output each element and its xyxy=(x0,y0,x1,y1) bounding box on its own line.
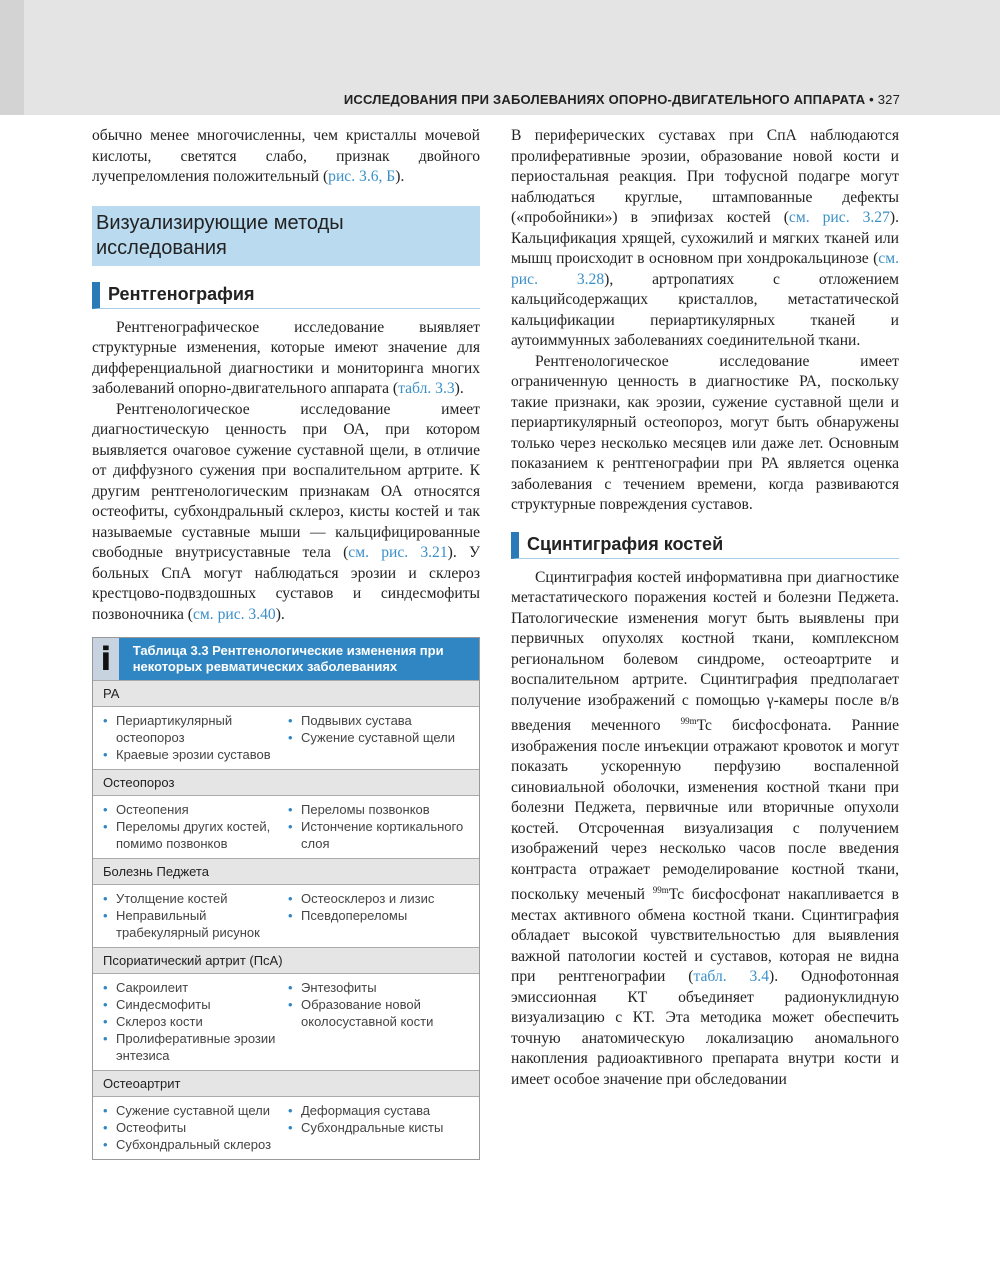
table-ref-link[interactable]: табл. 3.3 xyxy=(398,380,455,397)
table-items-right xyxy=(286,890,471,941)
table-title: Таблица 3.3 Рентгенологические изменения при некоторых ревматических заболеваниях xyxy=(132,643,444,674)
subheading-radiography: Рентгенография xyxy=(92,282,480,309)
figure-ref-link[interactable]: рис. 3.6, Б xyxy=(328,168,396,185)
table-header xyxy=(93,638,479,680)
table-list-item: • Переломы других костей, помимо позвонков xyxy=(101,818,286,852)
table-items-row xyxy=(93,1097,479,1159)
table-category-row: Болезнь Педжета xyxy=(93,858,479,885)
table-items-right xyxy=(286,801,471,852)
table-list-item: • Синдесмофиты xyxy=(101,996,286,1013)
table-category-row: Остеоартрит xyxy=(93,1070,479,1097)
table-list-item: • Краевые эрозии суставов xyxy=(101,746,286,763)
table-items-left xyxy=(101,1102,286,1153)
info-table xyxy=(92,637,480,1160)
table-list-item: • Сужение суставной щели xyxy=(101,1102,286,1119)
table-items-right xyxy=(286,712,471,763)
table-list-item: • Субхондральный склероз xyxy=(101,1136,286,1153)
table-list-item: • Энтезофиты xyxy=(286,979,471,996)
paragraph-peripheral-joints: В периферических суставах при СпА наблюдаются пролиферативные эрозии, образование новой кости и периостальная реакция. При тофусной подагре могут наблюдаться круглые, штампованные дефекты («пробойники») в эпифизах костей (см. рис. 3.27). Кальцификация хрящей, сухожилий и мягких тканей или мышц происходит в основном при хондрокальцинозе (см. рис. 3.28), артропатиях с отложением кальцийсодержащих кристаллов, метастатической кальцификации периартикулярных тканей и аутоиммунных заболеваниях соединительной ткани. xyxy=(511,127,899,349)
table-category-row: Остеопороз xyxy=(93,769,479,796)
table-list-item: • Остеопения xyxy=(101,801,286,818)
table-items-row xyxy=(93,974,479,1070)
header-bullet: • xyxy=(869,92,874,107)
section-title: Визуализирующие методы исследования xyxy=(92,206,480,266)
table-list-item: • Субхондральные кисты xyxy=(286,1119,471,1136)
table-list-item: • Утолщение костей xyxy=(101,890,286,907)
paragraph-ra-value: Рентгенологическое исследование имеет ограниченную ценность в диагностике РА, поскольку такие признаки, как эрозии, сужение суставной щели и периартикулярный остеопороз, могут быть обнаружены только через несколько месяцев или даже лет. Основным показанием к рентгенографии при РА является оценка заболевания с течением времени, когда развиваются структурные повреждения суставов. xyxy=(511,352,899,513)
table-items-row xyxy=(93,796,479,858)
figure-ref-link[interactable]: см. рис. 3.21 xyxy=(348,544,448,561)
running-title: ИССЛЕДОВАНИЯ ПРИ ЗАБОЛЕВАНИЯХ ОПОРНО-ДВИГАТЕЛЬНОГО АППАРАТА xyxy=(343,92,866,107)
paragraph-continuation: обычно менее многочисленны, чем кристаллы мочевой кислоты, светятся слабо, признак двойного лучепреломления положительный (рис. 3.6, Б). xyxy=(92,127,480,185)
table-list-item: • Остеофиты xyxy=(101,1119,286,1136)
figure-ref-link[interactable]: см. рис. 3.27 xyxy=(788,209,890,226)
table-ref-link[interactable]: табл. 3.4 xyxy=(693,968,770,986)
figure-ref-link[interactable]: см. рис. 3.40 xyxy=(192,605,276,623)
table-category-row: Псориатический артрит (ПсА) xyxy=(93,947,479,974)
paragraph-radiography-1: Рентгенографическое исследование выявляет структурные изменения, которые имеют значение для дифференциальной диагностики и мониторинга многих заболеваний опорно-двигательного аппарата (табл. 3.3). xyxy=(92,318,480,397)
table-list-item: • Сакроилеит xyxy=(101,979,286,996)
table-list-item: • Образование новой околосуставной кости xyxy=(286,996,471,1030)
info-icon: i xyxy=(93,638,119,680)
table-list-item: • Неправильный трабекулярный рисунок xyxy=(101,907,286,941)
edge-strip xyxy=(0,0,24,115)
table-items-row xyxy=(93,885,479,947)
subheading-scintigraphy: Сцинтиграфия костей xyxy=(511,532,899,559)
table-items-left xyxy=(101,712,286,763)
table-list-item: • Остеосклероз и лизис xyxy=(286,890,471,907)
table-list-item: • Периартикулярный остеопороз xyxy=(101,712,286,746)
left-column xyxy=(92,126,480,1160)
table-list-item: • Склероз кости xyxy=(101,1013,286,1030)
paragraph-radiography-2: Рентгенологическое исследование имеет диагностическую ценность при ОА, при котором выявляется очаговое сужение суставной щели, в отличие от диффузного сужения при воспалительном артрите. К другим рентгенологическим признакам ОА относятся остеофиты, субхондральный склероз, кисты костей и так называемые суставные мыши — кальцифицированные свободные внутрисуставные тела (см. рис. 3.21). У больных СпА могут наблюдаться эрозии и склероз крестцово-подвздошных суставов и синдесмофиты позвоночника (см. рис. 3.40). xyxy=(92,400,480,623)
table-list-item: • Переломы позвонков xyxy=(286,801,471,818)
table-list-item: • Сужение суставной щели xyxy=(286,729,471,746)
table-category-row: РА xyxy=(93,680,479,707)
table-items-right xyxy=(286,1102,471,1153)
table-list-item: • Деформация сустава xyxy=(286,1102,471,1119)
table-items-left xyxy=(101,801,286,852)
running-header xyxy=(344,92,900,107)
paragraph-scintigraphy: Сцинтиграфия костей информативна при диагностике метастатического поражения костей и болезни Педжета. Патологические изменения могут быть выявлены при первичных опухолях костной ткани, комплексном региональном болевом синдроме, остеоартрите и воспалительном артрите. Сцинтиграфия предполагает получение изображений с помощью γ-камеры после в/в введения меченного $^{99m}$Tc бисфосфоната. Ранние изображения после инъекции отражают кровоток и могут показать ускоренную перфузию воспаленной синовиальной оболочки, изменения костной ткани при болезни Педжета, первичные или вторичные опухоли костей. Отсроченная визуализация с получением изображений через несколько часов после введения контраста отражает ремоделирование костной ткани, поскольку меченый $^{99m}$Tc бисфосфонат накапливается в местах активного обмена костной ткани. Сцинтиграфия обладает высокой чувствительностью для выявления важной патологии костей и суставов, которая не видна при рентгенографии (табл. 3.4). Однофотонная эмиссионная КТ объединяет радионуклидную визуализацию с КТ. Эта методика может обеспечить точную анатомическую локализацию аномального накопления радиоактивного препарата внутри кости и имеет особое значение при обследовании xyxy=(511,568,899,1088)
figure-ref-link[interactable]: см. рис. 3.28 xyxy=(511,250,899,288)
table-body xyxy=(93,680,479,1159)
table-items-row xyxy=(93,707,479,769)
right-column xyxy=(511,126,899,1090)
table-items-right xyxy=(286,979,471,1064)
table-list-item: • Пролиферативные эрозии энтезиса xyxy=(101,1030,286,1064)
table-items-left xyxy=(101,979,286,1064)
table-list-item: • Истончение кортикального слоя xyxy=(286,818,471,852)
table-items-left xyxy=(101,890,286,941)
page-number: 327 xyxy=(877,92,900,107)
table-list-item: • Подвывих сустава xyxy=(286,712,471,729)
table-list-item: • Псевдопереломы xyxy=(286,907,471,924)
